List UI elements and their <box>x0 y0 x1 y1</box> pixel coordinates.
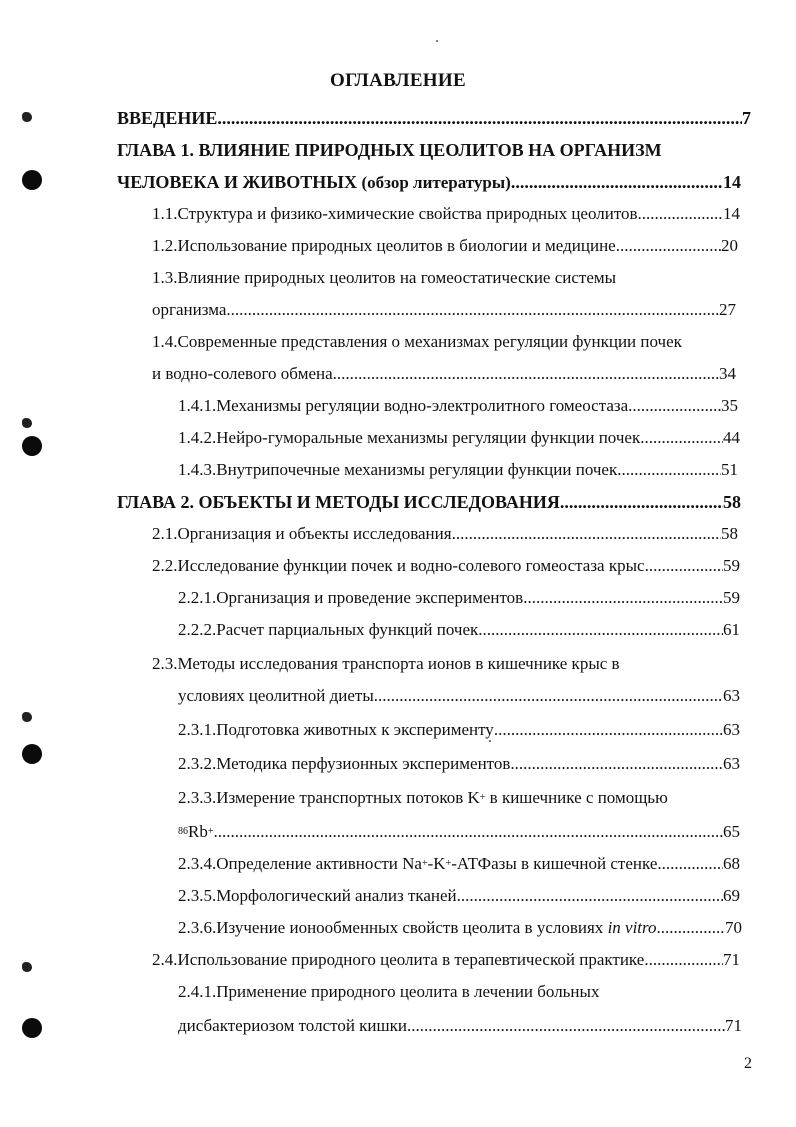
toc-entry-text: 2.3.1.Подготовка животных к эксперименту <box>178 720 494 739</box>
toc-entry-text: 1.4.3.Внутрипочечные механизмы регуляции функции почек <box>178 460 618 479</box>
toc-entry-2-2 <box>152 552 740 580</box>
toc-entry-1-4-1 <box>178 392 738 420</box>
toc-entry-text: 1.2.Использование природных цеолитов в биологии и медицине <box>152 236 616 255</box>
toc-entry-text: 2.1.Организация и объекты исследования <box>152 524 452 543</box>
page-title: ОГЛАВЛЕНИЕ <box>330 70 466 91</box>
toc-entry-text: ЧЕЛОВЕКА И ЖИВОТНЫХ (обзор литературы) <box>117 172 511 192</box>
toc-entry-page: 59 <box>723 588 740 607</box>
toc-entry-page: 61 <box>723 620 740 639</box>
toc-entry-introduction <box>117 104 751 132</box>
toc-entry-text: 2.3.4.Определение активности Na+-K+-АТФазы в кишечной стенке <box>178 854 658 873</box>
toc-entry-2-3-2 <box>178 750 740 778</box>
toc-entry-text: 2.2.2.Расчет парциальных функций почек <box>178 620 479 639</box>
toc-entry-page: 7 <box>742 108 751 128</box>
toc-chapter-2-title <box>117 488 741 516</box>
toc-entry-text: ГЛАВА 2. ОБЪЕКТЫ И МЕТОДЫ ИССЛЕДОВАНИЯ <box>117 492 560 512</box>
toc-entry-text: 1.3.Влияние природных цеолитов на гомеостатические системы <box>152 268 617 287</box>
toc-entry-text: 1.4.Современные представления о механизмах регуляции функции почек <box>152 332 682 351</box>
toc-entry-text: ВВЕДЕНИЕ <box>117 108 218 128</box>
toc-entry-page: 69 <box>723 886 740 905</box>
toc-entry-1-1 <box>152 200 740 228</box>
toc-entry-1-4-continued <box>152 360 736 388</box>
toc-entry-text: 2.4.1.Применение природного цеолита в лечении больных <box>178 982 600 1001</box>
toc-entry-2-2-1 <box>178 584 740 612</box>
toc-entry-1-4-3 <box>178 456 738 484</box>
toc-entry-2-3-6 <box>178 914 742 942</box>
toc-entry-text: ГЛАВА 1. ВЛИЯНИЕ ПРИРОДНЫХ ЦЕОЛИТОВ НА ОРГАНИЗМ <box>117 140 662 160</box>
toc-entry-1-3 <box>152 264 752 292</box>
toc-entry-text: 2.3.5.Морфологический анализ тканей <box>178 886 457 905</box>
toc-entry-2-3-3-continued <box>178 818 740 846</box>
toc-entry-page: 51 <box>721 460 738 479</box>
toc-entry-page: 68 <box>723 854 740 873</box>
page-number: 2 <box>744 1055 752 1072</box>
toc-entry-2-3-5 <box>178 882 740 910</box>
toc-entry-2-3-continued <box>178 682 740 710</box>
toc-entry-2-4-1-continued <box>178 1012 742 1040</box>
toc-entry-page: 58 <box>723 492 741 512</box>
toc-entry-text: 2.3.2.Методика перфузионных экспериментов <box>178 754 511 773</box>
binder-hole <box>22 170 42 190</box>
toc-entry-page: 44 <box>723 428 740 447</box>
toc-entry-page: 35 <box>721 396 738 415</box>
toc-entry-text: 1.1.Структура и физико-химические свойства природных цеолитов <box>152 204 638 223</box>
binder-hole-mark <box>22 112 32 122</box>
toc-entry-page: 14 <box>723 172 741 192</box>
toc-entry-page: 14 <box>723 204 740 223</box>
toc-entry-1-4-2 <box>178 424 740 452</box>
scan-speck <box>436 40 438 42</box>
toc-entry-page: 34 <box>719 364 736 383</box>
toc-entry-text: 1.4.1.Механизмы регуляции водно-электролитного гомеостаза <box>178 396 629 415</box>
scan-speck <box>489 740 491 742</box>
toc-entry-page: 59 <box>723 556 740 575</box>
binder-hole-mark <box>22 962 32 972</box>
toc-entry-text: $^{86}$Rb+ <box>178 822 214 841</box>
binder-hole-mark <box>22 712 32 722</box>
toc-entry-2-4 <box>152 946 740 974</box>
toc-entry-2-3-1 <box>178 716 740 744</box>
toc-entry-text: 2.4.Использование природного цеолита в терапевтической практике <box>152 950 645 969</box>
toc-entry-2-2-2 <box>178 616 740 644</box>
toc-entry-page: 71 <box>725 1016 742 1035</box>
toc-entry-page: 58 <box>721 524 738 543</box>
toc-entry-page: 27 <box>719 300 736 319</box>
toc-entry-page: 65 <box>723 822 740 841</box>
toc-entry-text: 2.3.3.Измерение транспортных потоков K+ в кишечнике с помощью <box>178 788 668 807</box>
toc-entry-2-1 <box>152 520 738 548</box>
toc-entry-page: 63 <box>723 720 740 739</box>
toc-entry-page: 70 <box>725 918 742 937</box>
binder-hole <box>22 1018 42 1038</box>
toc-entry-text: 2.2.Исследование функции почек и водно-солевого гомеостаза крыс <box>152 556 645 575</box>
binder-hole-mark <box>22 418 32 428</box>
toc-entry-1-3-continued <box>152 296 736 324</box>
toc-entry-page: 63 <box>723 686 740 705</box>
toc-entry-page: 71 <box>723 950 740 969</box>
toc-chapter-1-continued <box>117 168 741 196</box>
toc-chapter-1-title <box>117 136 757 164</box>
toc-entry-2-3-3 <box>178 784 738 812</box>
toc-entry-2-4-1 <box>178 978 738 1006</box>
toc-entry-text: и водно-солевого обмена <box>152 364 333 383</box>
toc-entry-1-4 <box>152 328 752 356</box>
toc-entry-2-3-4 <box>178 850 740 878</box>
toc-entry-text: дисбактериозом толстой кишки <box>178 1016 407 1035</box>
toc-entry-text: организма <box>152 300 227 319</box>
toc-entry-page: 20 <box>721 236 738 255</box>
binder-hole <box>22 744 42 764</box>
toc-entry-text: 2.3.Методы исследования транспорта ионов в кишечнике крыс в <box>152 654 620 673</box>
toc-entry-1-2 <box>152 232 738 260</box>
toc-entry-text: 1.4.2.Нейро-гуморальные механизмы регуляции функции почек <box>178 428 641 447</box>
binder-hole <box>22 436 42 456</box>
toc-entry-text: 2.3.6.Изучение ионообменных свойств цеолита в условиях in vitro <box>178 918 657 937</box>
toc-entry-page: 63 <box>723 754 740 773</box>
toc-entry-text: 2.2.1.Организация и проведение экспериментов <box>178 588 524 607</box>
toc-entry-2-3 <box>152 650 742 678</box>
toc-entry-text: условиях цеолитной диеты <box>178 686 374 705</box>
